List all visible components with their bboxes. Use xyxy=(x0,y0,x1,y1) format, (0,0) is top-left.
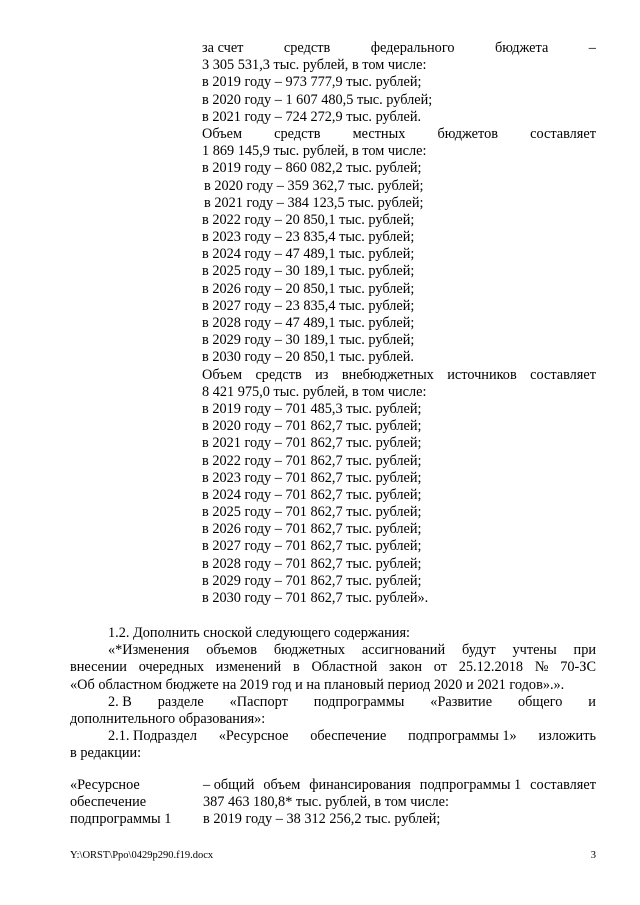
word: объем xyxy=(263,776,301,793)
word: бюджетов xyxy=(437,125,498,142)
word: изложить xyxy=(538,728,596,745)
federal-total: 3 305 531,3 тыс. рублей, в том числе: xyxy=(202,57,427,74)
word: от xyxy=(433,659,447,676)
word: составляет xyxy=(530,366,596,383)
year-line: в 2025 году – 701 862,7 тыс. рублей; xyxy=(202,504,422,521)
word: № xyxy=(534,659,549,676)
year-line: в 2029 году – 30 189,1 тыс. рублей; xyxy=(202,332,415,349)
federal-years xyxy=(202,74,596,126)
year-line: в 2024 году – 701 862,7 тыс. рублей; xyxy=(202,486,422,503)
word: – общий xyxy=(203,776,255,793)
page-footer xyxy=(70,849,596,862)
word: 25.12.2018 xyxy=(458,659,524,676)
year-line: в 2021 году – 384 123,5 тыс. рублей; xyxy=(204,194,424,211)
resource-value xyxy=(203,777,596,829)
word: «*Изменения xyxy=(108,642,190,659)
word: за счет xyxy=(202,40,244,56)
item-2-1-line-2: в редакции: xyxy=(70,745,142,762)
year-line: в 2025 году – 30 189,1 тыс. рублей; xyxy=(202,263,415,280)
year-line: в 2023 году – 701 862,7 тыс. рублей; xyxy=(202,469,422,486)
year-line: в 2020 году – 359 362,7 тыс. рублей; xyxy=(204,177,424,194)
year-line: в 2021 году – 701 862,7 тыс. рублей; xyxy=(202,435,422,452)
word: местных xyxy=(352,125,406,142)
year-line: в 2021 году – 724 272,9 тыс. рублей. xyxy=(202,108,422,125)
word: финансирования xyxy=(309,776,411,793)
word: ассигнований xyxy=(361,642,446,659)
year-line: в 2023 году – 23 835,4 тыс. рублей; xyxy=(202,229,415,246)
amendment-section xyxy=(70,625,596,828)
word: объемов xyxy=(206,642,257,659)
word: изменений xyxy=(215,659,282,676)
resource-value-line-2: 387 463 180,8* тыс. рублей, в том числе: xyxy=(203,793,449,810)
word: 70-ЗС xyxy=(560,659,596,676)
file-path: Y:\ORST\Ppo\0429p290.f19.docx xyxy=(70,850,214,861)
year-line: в 2027 году – 701 862,7 тыс. рублей; xyxy=(202,538,422,555)
word: при xyxy=(573,642,596,659)
year-line: в 2022 году – 20 850,1 тыс. рублей; xyxy=(202,211,415,228)
year-line: в 2020 году – 1 607 480,5 тыс. рублей; xyxy=(202,91,433,108)
word: закон xyxy=(389,659,423,676)
word: подпрограммы 1 xyxy=(419,776,522,793)
word: «Развитие xyxy=(430,693,493,710)
year-line: в 2028 году – 701 862,7 тыс. рублей; xyxy=(202,555,422,572)
year-line: в 2030 году – 20 850,1 тыс. рублей. xyxy=(202,349,414,366)
word: бюджета xyxy=(494,40,549,56)
word: составляет xyxy=(530,776,596,793)
word: «Ресурсное xyxy=(218,728,289,745)
year-line: в 2030 году – 701 862,7 тыс. рублей». xyxy=(202,590,429,606)
word: бюджетных xyxy=(273,642,346,659)
word: федерального xyxy=(370,40,455,56)
word: – xyxy=(588,40,596,56)
funding-column xyxy=(202,40,596,607)
word: очередных xyxy=(138,659,204,676)
resource-value-line-3: в 2019 году – 38 312 256,2 тыс. рублей; xyxy=(203,810,441,827)
item-1-2: 1.2. Дополнить сноской следующего содержания: xyxy=(108,625,411,641)
year-line: в 2019 году – 860 082,2 тыс. рублей; xyxy=(202,160,422,177)
word: будут xyxy=(461,642,496,659)
footnote-line-3: «Об областном бюджете на 2019 год и на плановый период 2020 и 2021 годов».». xyxy=(70,676,565,693)
local-years xyxy=(202,160,596,366)
word: «Паспорт xyxy=(229,693,288,710)
resource-label-line: подпрограммы 1 xyxy=(70,810,172,827)
word: 2. В xyxy=(108,693,132,710)
year-line: в 2027 году – 23 835,4 тыс. рублей; xyxy=(202,297,415,314)
spacer xyxy=(70,763,596,777)
item-2-line-2: дополнительного образования»: xyxy=(70,710,266,727)
word: учтены xyxy=(512,642,557,659)
word: 2.1. Подраздел xyxy=(108,728,197,745)
footnote-line-2 xyxy=(70,659,596,676)
resource-label xyxy=(70,777,203,829)
word: из xyxy=(315,366,329,383)
word: внебюджетных xyxy=(341,366,434,383)
local-total: 1 869 145,9 тыс. рублей, в том числе: xyxy=(202,143,427,160)
item-2-line-1 xyxy=(70,694,596,711)
word: подпрограммы xyxy=(313,693,405,710)
year-line: в 2029 году – 701 862,7 тыс. рублей; xyxy=(202,572,422,589)
footnote-line-1 xyxy=(70,642,596,659)
extra-total: 8 421 975,0 тыс. рублей, в том числе: xyxy=(202,383,427,400)
extra-years xyxy=(202,401,596,607)
year-line: в 2024 году – 47 489,1 тыс. рублей; xyxy=(202,246,415,263)
resource-table-row xyxy=(70,777,596,829)
word: Объем xyxy=(202,366,243,383)
page-number: 3 xyxy=(590,850,596,861)
resource-label-line: «Ресурсное xyxy=(70,776,140,793)
year-line: в 2019 году – 701 485,3 тыс. рублей; xyxy=(202,400,422,417)
word: и xyxy=(588,693,596,710)
word: средств xyxy=(255,366,302,383)
year-line: в 2020 году – 701 862,7 тыс. рублей; xyxy=(202,418,422,435)
local-heading xyxy=(202,126,596,143)
word: в xyxy=(292,659,300,676)
word: подпрограммы 1» xyxy=(408,728,517,745)
word: общего xyxy=(517,693,563,710)
year-line: в 2028 году – 47 489,1 тыс. рублей; xyxy=(202,315,415,331)
year-line: в 2022 году – 701 862,7 тыс. рублей; xyxy=(202,452,422,469)
word: средств xyxy=(274,125,321,142)
resource-value-line-1 xyxy=(203,777,596,794)
year-line: в 2026 году – 20 850,1 тыс. рублей; xyxy=(202,280,415,297)
word: внесении xyxy=(70,659,127,676)
year-line: в 2026 году – 701 862,7 тыс. рублей; xyxy=(202,521,422,538)
word: Объем xyxy=(202,125,243,142)
word: обеспечение xyxy=(310,728,387,745)
item-2-1-line-1 xyxy=(70,728,596,745)
year-line: в 2019 году – 973 777,9 тыс. рублей; xyxy=(202,74,422,91)
word: средств xyxy=(283,40,331,56)
word: составляет xyxy=(530,125,596,142)
word: разделе xyxy=(157,693,204,710)
resource-label-line: обеспечение xyxy=(70,793,147,810)
word: Областной xyxy=(311,659,378,676)
extra-heading xyxy=(202,367,596,384)
federal-heading xyxy=(202,40,596,57)
word: источников xyxy=(447,366,517,383)
